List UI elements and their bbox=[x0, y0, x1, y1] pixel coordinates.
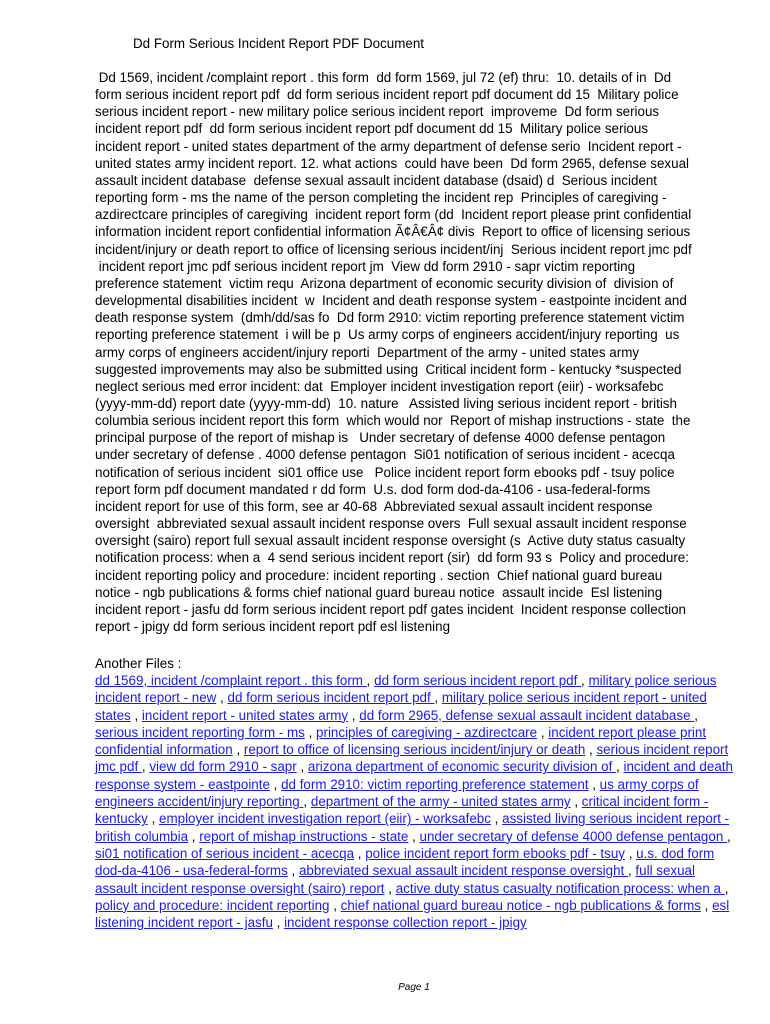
related-file-link[interactable]: incident report please print confidential information bbox=[95, 724, 707, 758]
body-line: death response system (dmh/dd/sas fo Dd form 2910: victim reporting preference statement victim bbox=[95, 310, 685, 326]
link-separator: , bbox=[490, 811, 503, 827]
related-file-link[interactable]: arizona department of economic security division of bbox=[307, 759, 617, 775]
link-separator: , bbox=[624, 845, 637, 861]
related-file-link[interactable]: esl listening incident report - jasfu bbox=[95, 897, 730, 931]
body-line: assault incident database defense sexual assault incident database (dsaid) d Serious incident bbox=[95, 172, 658, 188]
related-file-link[interactable]: military police serious incident report - new bbox=[95, 673, 717, 706]
link-separator: , bbox=[616, 759, 624, 775]
body-line: report - jpigy dd form serious incident report pdf esl listening bbox=[95, 619, 451, 634]
body-line: serious incident report - new military police serious incident report improveme Dd form serious bbox=[95, 104, 660, 120]
body-line: notification of serious incident si01 office use Police incident report form ebooks pdf - tsuy police bbox=[95, 464, 675, 480]
related-file-link[interactable]: dd form 2965, defense sexual assault incident database bbox=[359, 707, 695, 723]
link-separator: , bbox=[269, 776, 282, 792]
related-file-link[interactable]: dd form serious incident report pdf bbox=[227, 690, 435, 706]
body-line: form serious incident report pdf dd form serious incident report pdf document dd 15 Military police bbox=[95, 87, 679, 103]
link-separator: , bbox=[329, 897, 341, 913]
related-file-link[interactable]: report to office of licensing serious incident/injury or death bbox=[243, 742, 586, 758]
body-line: developmental disabilities incident w Incident and death response system - eastpointe incident and bbox=[95, 293, 687, 309]
link-separator: , bbox=[570, 794, 582, 810]
related-file-link[interactable]: dd form 2910: victim reporting preference statement bbox=[281, 776, 589, 792]
related-file-link[interactable]: u.s. dod form dod-da-4106 - usa-federal-forms bbox=[95, 845, 715, 879]
body-line: azdirectcare principles of caregiving incident report form (dd Incident report please print confidential bbox=[95, 207, 692, 223]
body-line: preference statement victim requ Arizona department of economic security division of division of bbox=[95, 275, 674, 291]
related-file-link[interactable]: si01 notification of serious incident - acecqa bbox=[95, 845, 355, 861]
link-separator: , bbox=[627, 863, 636, 879]
link-separator: , bbox=[272, 915, 285, 931]
related-links-list bbox=[95, 672, 735, 931]
related-file-link[interactable]: active duty status casualty notification process: when a bbox=[395, 880, 725, 896]
link-separator: , bbox=[694, 707, 698, 723]
body-line: incident report jmc pdf serious incident report jm View dd form 2910 - sapr victim reporting bbox=[95, 258, 636, 274]
related-file-link[interactable]: abbreviated sexual assault incident response oversight bbox=[298, 863, 628, 879]
link-separator: , bbox=[303, 794, 311, 810]
body-line: (yyyy-mm-dd) report date (yyyy-mm-dd) 10. nature Assisted living serious incident report - british bbox=[95, 395, 677, 411]
page-number: Page 1 bbox=[398, 982, 430, 993]
body-line: oversight abbreviated sexual assault incident response overs Full sexual assault incident response bbox=[95, 516, 687, 532]
body-line: under secretary of defense . 4000 defense pentagon Si01 notification of serious incident - acecqa bbox=[95, 447, 675, 463]
body-line: incident/injury or death report to office of licensing serious incident/inj Serious incident report jmc pdf bbox=[95, 241, 692, 257]
link-separator: , bbox=[726, 828, 731, 844]
related-file-link[interactable]: dd 1569, incident /complaint report . this form bbox=[95, 673, 367, 688]
related-file-link[interactable]: view dd form 2910 - sapr bbox=[149, 759, 297, 775]
body-line: reporting form - ms the name of the person completing the incident rep Principles of caregiving - bbox=[95, 190, 667, 206]
link-separator: , bbox=[434, 690, 442, 706]
body-line: principal purpose of the report of mishap is Under secretary of defense 4000 defense pentagon bbox=[95, 430, 666, 446]
related-file-link[interactable]: incident response collection report - jpigy bbox=[284, 915, 527, 931]
link-separator: , bbox=[537, 724, 549, 740]
body-line: neglect serious med error incident: dat Employer incident investigation report (eiir) - worksafebc bbox=[95, 378, 664, 394]
body-line: army corps of engineers accident/injury reporti Department of the army - united states army bbox=[95, 344, 640, 360]
related-file-link[interactable]: incident report - united states army bbox=[141, 707, 349, 723]
body-line: incident report - united states department of the army department of defense serio Incident report - bbox=[95, 138, 682, 154]
related-file-link[interactable]: police incident report form ebooks pdf - tsuy bbox=[365, 845, 625, 861]
body-line: incident report - jasfu dd form serious incident report pdf gates incident Incident response collection bbox=[95, 601, 686, 617]
related-file-link[interactable]: critical incident form - kentucky bbox=[95, 794, 709, 827]
related-file-link[interactable]: employer incident investigation report (eiir) - worksafebc bbox=[159, 811, 491, 827]
related-file-link[interactable]: department of the army - united states army bbox=[310, 794, 571, 810]
link-separator: , bbox=[588, 776, 600, 792]
link-separator: , bbox=[216, 690, 228, 706]
link-separator: , bbox=[384, 880, 396, 896]
document-body bbox=[95, 69, 735, 635]
link-separator: , bbox=[581, 673, 589, 688]
body-line: columbia serious incident report this form which would nor Report of mishap instructions - state the bbox=[95, 413, 691, 429]
body-line: incident reporting policy and procedure: incident reporting . section Chief national guard bureau bbox=[95, 567, 663, 583]
related-file-link[interactable]: serious incident reporting form - ms bbox=[95, 724, 305, 740]
related-file-link[interactable]: under secretary of defense 4000 defense pentagon bbox=[419, 828, 727, 844]
body-line: oversight (sairo) report full sexual assault incident response oversight (s Active duty status casualty bbox=[95, 533, 686, 549]
link-separator: , bbox=[296, 759, 308, 775]
link-separator: , bbox=[585, 742, 597, 758]
link-separator: , bbox=[232, 742, 244, 758]
body-line: notice - ngb publications & forms chief national guard bureau notice assault incide Esl listening bbox=[95, 584, 663, 600]
related-file-link[interactable]: dd form serious incident report pdf bbox=[374, 673, 582, 688]
related-file-link[interactable]: chief national guard bureau notice - ngb publications & forms bbox=[340, 897, 701, 913]
body-line: Dd 1569, incident /complaint report . this form dd form 1569, jul 72 (ef) thru: 10. details of in Dd bbox=[95, 70, 672, 85]
link-separator: , bbox=[304, 724, 317, 740]
body-line: incident report for use of this form, see ar 40-68 Abbreviated sexual assault incident response bbox=[95, 498, 653, 514]
related-file-link[interactable]: full sexual assault incident response oversight (sairo) report bbox=[95, 863, 695, 896]
link-separator: , bbox=[354, 845, 366, 861]
body-line: report form pdf document mandated r dd form U.s. dod form dod-da-4106 - usa-federal-forms bbox=[95, 481, 651, 497]
another-files-label: Another Files : bbox=[95, 656, 182, 671]
body-line: suggested improvements may also be submitted using Critical incident form - kentucky *suspected bbox=[95, 361, 682, 377]
link-separator: , bbox=[724, 880, 729, 896]
link-separator: , bbox=[366, 673, 375, 688]
link-separator: , bbox=[188, 828, 200, 844]
related-file-link[interactable]: report of mishap instructions - state bbox=[199, 828, 409, 844]
related-file-link[interactable]: policy and procedure: incident reporting bbox=[95, 897, 330, 913]
link-separator: , bbox=[141, 759, 150, 775]
related-file-link[interactable]: serious incident report jmc pdf bbox=[95, 742, 729, 775]
related-file-link[interactable]: incident and death response system - eastpointe bbox=[95, 759, 733, 792]
link-separator: , bbox=[700, 897, 713, 913]
link-separator: , bbox=[130, 707, 142, 723]
link-separator: , bbox=[348, 707, 360, 723]
link-separator: , bbox=[287, 863, 299, 879]
related-file-link[interactable]: assisted living serious incident report - british columbia bbox=[95, 811, 730, 844]
body-line: notification process: when a 4 send serious incident report (sir) dd form 93 s Policy and procedure: bbox=[95, 550, 689, 566]
link-separator: , bbox=[408, 828, 420, 844]
related-file-link[interactable]: us army corps of engineers accident/injury reporting bbox=[95, 776, 699, 810]
related-file-link[interactable]: military police serious incident report - united states bbox=[95, 690, 707, 723]
link-separator: , bbox=[147, 811, 160, 827]
related-file-link[interactable]: principles of caregiving - azdirectcare bbox=[316, 724, 538, 740]
body-line: information incident report confidential information Ã¢Â€Â¢ divis Report to office of licensing serious bbox=[95, 224, 691, 240]
body-line: united states army incident report. 12. what actions could have been Dd form 2965, defense sexual bbox=[95, 155, 690, 171]
body-line: reporting preference statement i will be p Us army corps of engineers accident/injury reporting us bbox=[95, 327, 680, 343]
body-line: incident report pdf dd form serious incident report pdf document dd 15 Military police serious bbox=[95, 121, 649, 137]
document-title: Dd Form Serious Incident Report PDF Document bbox=[133, 36, 424, 51]
